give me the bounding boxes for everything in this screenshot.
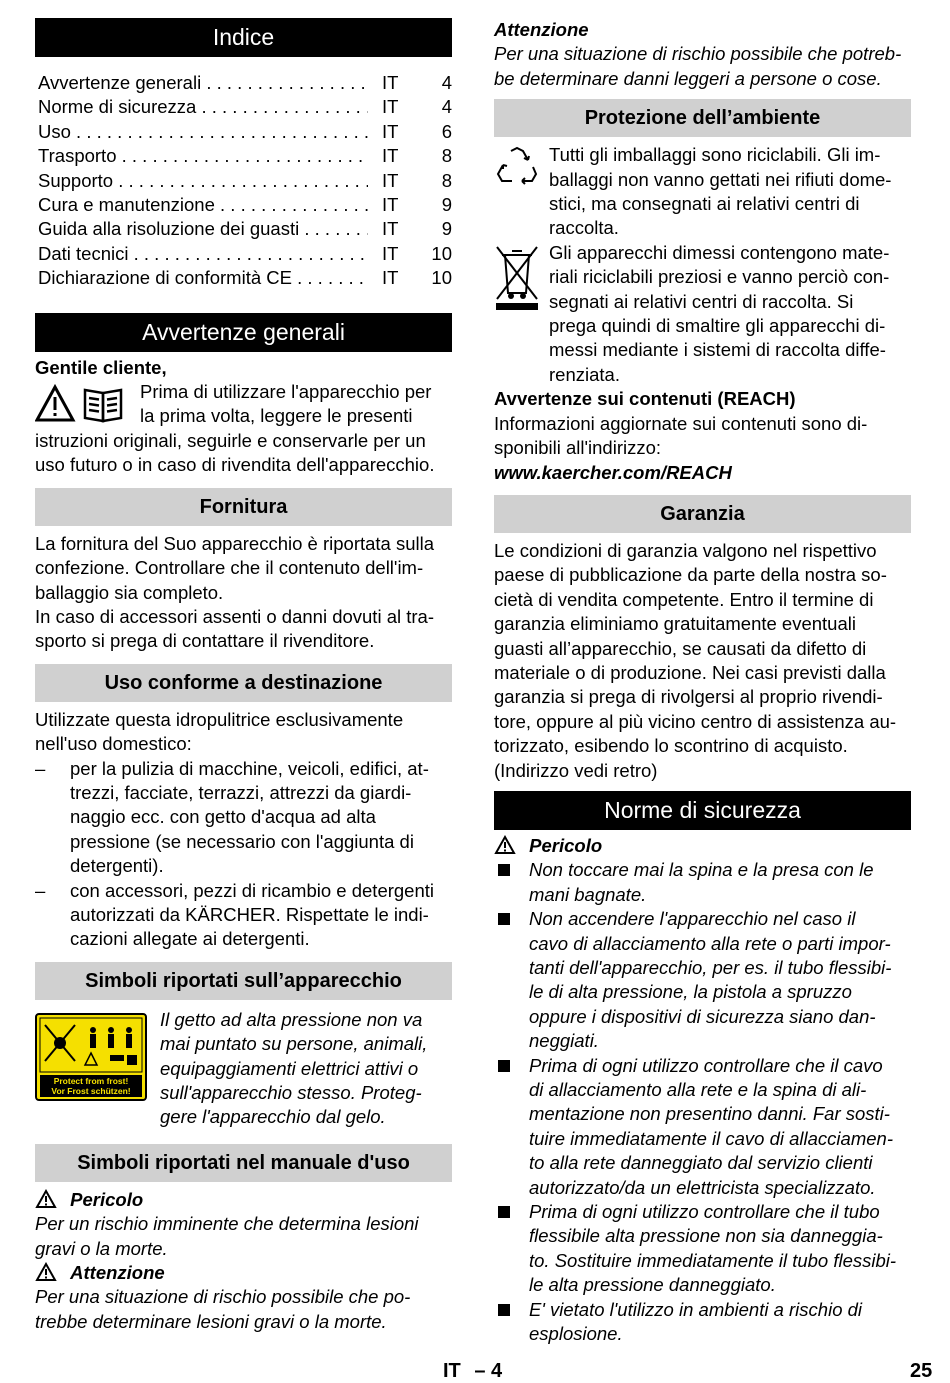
toc-row[interactable] — [35, 120, 452, 144]
text-line: Prima di ogni utilizzo controllare che il tubo — [529, 1201, 880, 1223]
text-line: renziata. — [549, 363, 620, 385]
text-line: nell'uso domestico: — [35, 733, 192, 755]
text-line: cazioni allegate ai detergenti. — [70, 928, 310, 950]
toc-lang: IT — [382, 120, 399, 142]
text-line: to. Sostituire immediatamente il tubo flessibi- — [529, 1249, 897, 1271]
reach-url-link[interactable]: www.kaercher.com/REACH — [494, 461, 732, 483]
list-item — [494, 907, 911, 1053]
left-column — [35, 18, 452, 1334]
sticker-block — [35, 1008, 452, 1130]
footer-lang: IT — [443, 1360, 461, 1382]
weee-paragraph — [494, 241, 911, 387]
list-item — [494, 858, 911, 907]
text-line: segnati ai relativi centri di raccolta. Si — [549, 290, 854, 312]
toc-row[interactable] — [35, 266, 452, 290]
toc-title: Trasporto . . . — [38, 144, 368, 168]
text-line: gravi o la morte. — [35, 1237, 168, 1259]
toc-page: 10 — [431, 242, 452, 264]
fornitura-text — [35, 532, 452, 654]
warning-triangle-icon — [35, 1189, 57, 1209]
pericolo-label: Pericolo — [70, 1188, 144, 1210]
text-line: flessibile alta pressione non sia danneggia- — [529, 1225, 883, 1247]
greeting: Gentile cliente, — [35, 356, 167, 378]
avvertenze-heading: Avvertenze generali — [35, 313, 452, 352]
toc-title: Dati tecnici . . . — [38, 242, 368, 266]
toc-row[interactable] — [35, 217, 452, 241]
text-line: per la pulizia di macchine, veicoli, edifici, at- — [70, 757, 429, 779]
toc-row[interactable] — [35, 242, 452, 266]
text-line: Informazioni aggiornate sui contenuti sono di- — [494, 412, 868, 434]
text-line: tuire immediatamente il cavo di allacciamen- — [529, 1127, 893, 1149]
toc-title: Guida alla risoluzione dei guasti . . . — [38, 217, 368, 241]
text-line: oppure i dispositivi di sicurezza siano dan- — [529, 1005, 876, 1027]
text-line: torizzato, esibendo lo scontrino di acquisto. — [494, 735, 848, 757]
text-line: tore, oppure al più vicino centro di assistenza au- — [494, 710, 897, 732]
text-line: gere l'apparecchio dal gelo. — [160, 1106, 386, 1128]
attenzione-label: Attenzione — [494, 19, 589, 40]
garanzia-heading: Garanzia — [494, 495, 911, 533]
high-pressure-warning-sticker-icon — [35, 1013, 147, 1101]
simboli-apparecchio-heading: Simboli riportati sull’apparecchio — [35, 962, 452, 1000]
toc-page: 9 — [441, 218, 452, 240]
text-line: prega quindi di smaltire gli apparecchi di- — [549, 315, 886, 337]
ambiente-heading: Protezione dell’ambiente — [494, 99, 911, 137]
text-line: raccolta. — [549, 217, 619, 239]
intro-line: Prima di utilizzare l'apparecchio per — [140, 380, 432, 402]
square-bullet-icon — [498, 1206, 510, 1218]
text-line: sull'apparecchio stesso. Proteg- — [160, 1082, 422, 1104]
intro-line: istruzioni originali, seguirle e conservarle per un — [35, 429, 426, 451]
toc-row[interactable] — [35, 71, 452, 95]
attenzione-label: Attenzione — [70, 1262, 165, 1284]
text-line: di allacciamento alla rete e la spina di ali- — [529, 1079, 867, 1101]
text-line: be determinare danni leggeri a persone o cose. — [494, 67, 882, 89]
pericolo-label-line — [35, 1188, 452, 1212]
indice-heading: Indice — [35, 18, 452, 57]
text-line: autorizzato/da un elettricista specializzato. — [529, 1176, 876, 1198]
text-line: tanti dell'apparecchio, per es. il tubo flessibi- — [529, 957, 892, 978]
open-book-icon — [85, 390, 121, 421]
text-line: materiale o di produzione. Nei casi previsti dalla — [494, 661, 886, 683]
text-line: Prima di ogni utilizzo controllare che il cavo — [529, 1054, 883, 1076]
svg-text:Vor Frost schützen!: Vor Frost schützen! — [51, 1085, 131, 1096]
toc-page: 6 — [441, 120, 452, 142]
toc-page: 10 — [431, 267, 452, 289]
avvertenze-intro — [35, 380, 452, 429]
text-line: paese di pubblicazione da parte della nostra so- — [494, 564, 887, 586]
toc-row[interactable] — [35, 144, 452, 168]
text-line: sponibili all'indirizzo: — [494, 437, 662, 459]
text-line: messi mediante i sistemi di raccolta diffe- — [549, 339, 886, 361]
toc-row[interactable] — [35, 95, 452, 119]
toc-page: 4 — [441, 72, 452, 93]
warning-sticker — [35, 1008, 160, 1130]
toc-title: Norme di sicurezza . . . — [38, 95, 368, 119]
text-line: (Indirizzo vedi retro) — [494, 759, 658, 781]
toc-row[interactable] — [35, 169, 452, 193]
uso-heading: Uso conforme a destinazione — [35, 664, 452, 702]
text-line: mai puntato su persone, animali, — [160, 1033, 428, 1055]
warning-triangle-icon — [37, 387, 73, 420]
dash-marker: – — [35, 879, 46, 901]
toc-lang: IT — [382, 96, 399, 118]
square-bullet-icon — [498, 1060, 510, 1072]
toc-lang: IT — [382, 145, 399, 167]
toc-title: Uso . . . — [38, 120, 368, 144]
text-line: guasti all’apparecchio, se causati da difetto di — [494, 637, 867, 659]
list-item — [494, 1298, 911, 1347]
norme-heading: Norme di sicurezza — [494, 791, 911, 830]
text-line: ballaggi non vanno gettati nei rifiuti dome- — [549, 168, 892, 190]
pericolo-label-line — [494, 834, 911, 858]
toc-lang: IT — [382, 218, 399, 240]
text-line: esplosione. — [529, 1323, 623, 1345]
text-line: naggio ecc. con getto d'acqua ad alta — [70, 806, 376, 828]
text-line: to alla rete danneggiato dal servizio clienti — [529, 1152, 873, 1174]
text-line: confezione. Controllare che il contenuto dell'im- — [35, 557, 424, 579]
right-column — [494, 18, 911, 1347]
warning-triangle-icon — [494, 835, 516, 855]
text-line: Gli apparecchi dimessi contengono mate- — [549, 241, 890, 263]
warning-manual-icons — [35, 380, 140, 429]
text-line: Per una situazione di rischio possibile che po- — [35, 1286, 411, 1308]
text-line: pressione (se necessario con l'aggiunta di — [70, 830, 414, 852]
text-line: mentazione non presentino danni. Far sosti- — [529, 1103, 890, 1125]
toc-title: Cura e manutenzione . . . — [38, 193, 368, 217]
recycling-icon — [494, 145, 540, 187]
text-line: Il getto ad alta pressione non va — [160, 1008, 423, 1030]
text-line: mani bagnate. — [529, 883, 647, 905]
toc-lang: IT — [382, 242, 399, 264]
text-line: trezzi, facciate, terrazzi, attrezzi da giardi- — [70, 781, 412, 803]
toc-lang: IT — [382, 193, 399, 215]
text-line: equipaggiamenti elettrici attivi o — [160, 1057, 419, 1079]
toc-page: 4 — [441, 96, 452, 118]
text-line: La fornitura del Suo apparecchio è riportata sulla — [35, 532, 435, 554]
crossed-bin-icon — [494, 243, 540, 311]
text-line: cietà di vendita competente. Entro il termine di — [494, 588, 874, 610]
warning-triangle-icon — [35, 1262, 57, 1282]
attenzione-label-line — [35, 1261, 452, 1285]
toc-page: 9 — [441, 193, 452, 215]
text-line: Per una situazione di rischio possibile che potreb- — [494, 43, 902, 65]
text-line: detergenti). — [70, 855, 164, 877]
list-item — [494, 1200, 911, 1298]
intro-line: la prima volta, leggere le presenti — [140, 405, 413, 427]
simboli-manuale-heading: Simboli riportati nel manuale d'uso — [35, 1144, 452, 1182]
list-item — [35, 757, 452, 879]
text-line: garanzia eliminiamo gratuitamente eventuali — [494, 613, 856, 635]
toc-page: 8 — [441, 145, 452, 167]
list-item — [494, 1054, 911, 1200]
text-line: Le condizioni di garanzia valgono nel rispettivo — [494, 539, 877, 561]
footer-section-page: – 4 — [474, 1360, 503, 1382]
svg-text:Protect from frost!: Protect from frost! — [53, 1075, 129, 1086]
footer-page-ref — [443, 1360, 502, 1383]
toc-lang: IT — [382, 169, 399, 191]
reach-title: Avvertenze sui contenuti (REACH) — [494, 388, 796, 410]
fornitura-heading: Fornitura — [35, 488, 452, 526]
dash-marker: – — [35, 757, 46, 779]
text-line: le di alta pressione, la pistola a spruzzo — [529, 981, 852, 1003]
text-line: riali riciclabili preziosi e vanno perciò con- — [549, 266, 890, 288]
garanzia-text — [494, 539, 911, 783]
intro-line: uso futuro o in caso di rivendita dell'apparecchio. — [35, 454, 435, 476]
toc-row[interactable] — [35, 193, 452, 217]
square-bullet-icon — [498, 864, 510, 876]
text-line: Utilizzate questa idropulitrice esclusivamente — [35, 708, 404, 730]
text-line: neggiati. — [529, 1030, 599, 1052]
page-number: 25 — [910, 1360, 933, 1382]
toc-lang: IT — [382, 72, 399, 93]
text-line: sporto si prega di contattare il rivenditore. — [35, 630, 375, 652]
text-line: con accessori, pezzi di ricambio e detergenti — [70, 879, 435, 901]
text-line: E' vietato l'utilizzo in ambienti a rischio di — [529, 1298, 863, 1320]
toc-lang: IT — [382, 267, 399, 289]
text-line: Tutti gli imballaggi sono riciclabili. Gli im- — [549, 144, 881, 166]
square-bullet-icon — [498, 1304, 510, 1316]
text-line: trebbe determinare lesioni gravi o la morte. — [35, 1310, 387, 1332]
text-line: In caso di accessori assenti o danni dovuti al tra- — [35, 605, 434, 627]
toc-page: 8 — [441, 169, 452, 191]
list-item — [35, 879, 452, 952]
text-line: ballaggio sia completo. — [35, 581, 224, 603]
text-line: le alta pressione danneggiato. — [529, 1274, 776, 1296]
toc-title: Dichiarazione di conformità CE . . . — [38, 266, 368, 290]
text-line: Per un rischio imminente che determina lesioni — [35, 1213, 419, 1235]
text-line: stici, ma consegnati ai relativi centri di — [549, 193, 860, 215]
text-line: garanzia si prega di rivolgersi al proprio rivendi- — [494, 686, 883, 708]
pericolo-label: Pericolo — [529, 834, 603, 856]
table-of-contents — [35, 71, 452, 291]
toc-title: Avvertenze generali . . . — [38, 71, 368, 95]
square-bullet-icon — [498, 913, 510, 925]
text-line: autorizzati da KÄRCHER. Rispettate le indi- — [70, 904, 429, 926]
recycling-paragraph — [494, 143, 911, 241]
text-line: Non toccare mai la spina e la presa con le — [529, 859, 874, 881]
text-line: cavo di allacciamento alla rete o parti impor- — [529, 932, 891, 954]
toc-title: Supporto . . . — [38, 169, 368, 193]
text-line: Non accendere l'apparecchio nel caso il — [529, 908, 856, 930]
